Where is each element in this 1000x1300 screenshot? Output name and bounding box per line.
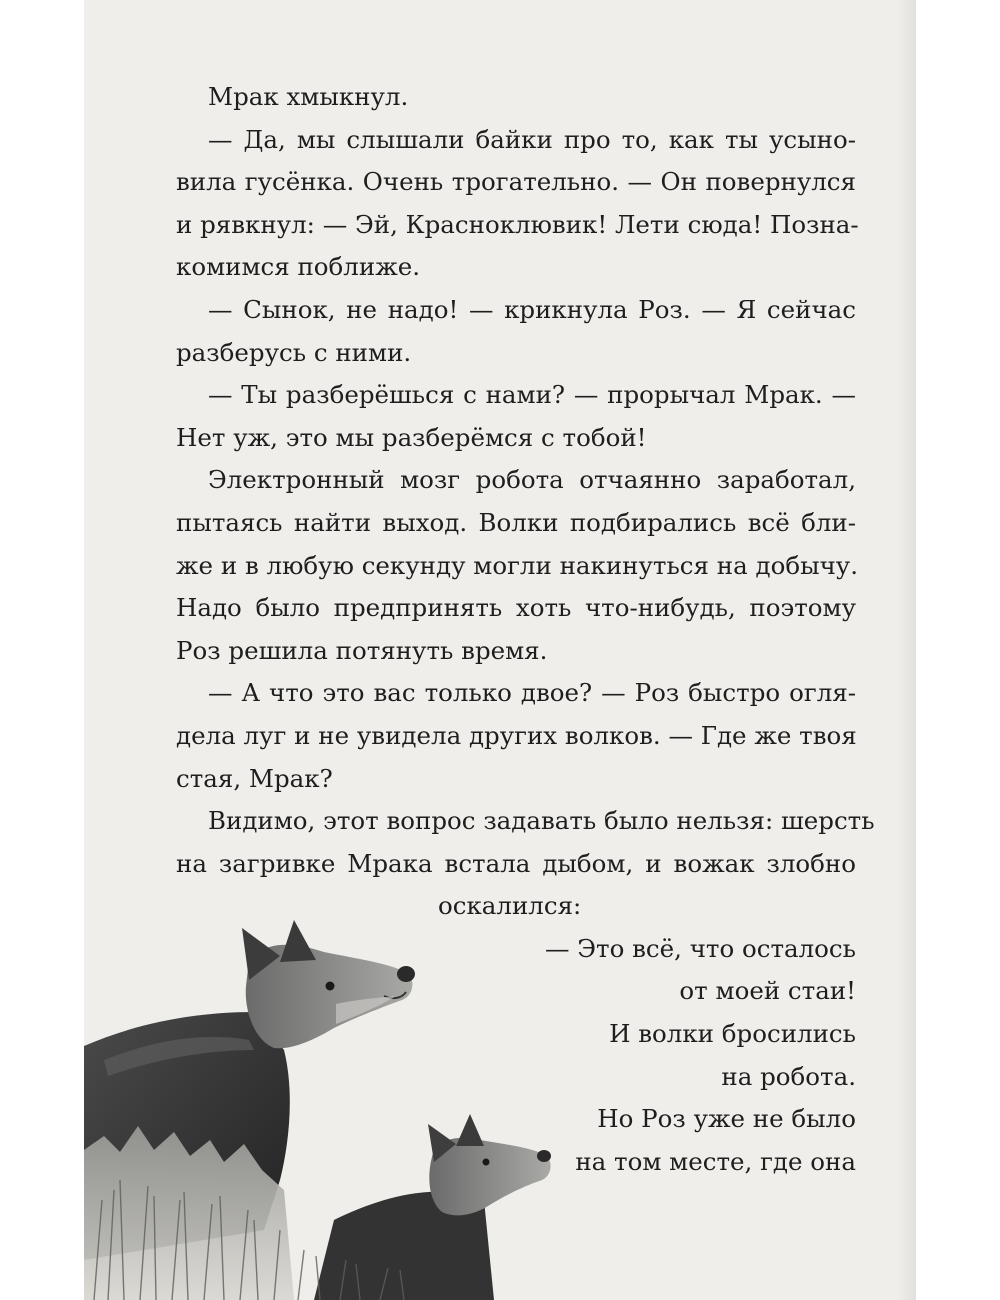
text-line: Роз решила потянуть время. — [176, 635, 548, 665]
text-line: Нет уж, это мы разберёмся с тобой! — [176, 422, 647, 452]
text-line: от моей стаи! — [679, 976, 856, 1006]
text-line: же и в любую секунду могли накинуться на добычу. — [176, 550, 858, 580]
text-line: комимся поближе. — [176, 252, 421, 282]
text-line: и рявкнул: — Эй, Красноклювик! Лети сюда! Позна- — [176, 209, 859, 239]
text-line: Мрак хмыкнул. — [208, 82, 409, 111]
text-line: стая, Мрак? — [176, 763, 333, 793]
text-line: — Да, мы слышали байки про то, как ты усыно- — [208, 124, 856, 154]
text-line: вила гусёнка. Очень трогательно. — Он повернулся — [176, 167, 856, 197]
text-line: Надо было предпринять хоть что-нибудь, поэтому — [176, 593, 856, 623]
text-line: на загривке Мрака встала дыбом, и вожак злобно — [176, 848, 856, 878]
book-page — [84, 0, 916, 1300]
text-line: на робота. — [721, 1061, 856, 1091]
text-line: — А что это вас только двое? — Роз быстро огля- — [208, 678, 856, 708]
text-line: — Это всё, что осталось — [544, 933, 856, 963]
text-line: — Сынок, не надо! — крикнула Роз. — Я сейчас — [208, 294, 856, 324]
text-line: Но Роз уже не было — [597, 1104, 856, 1134]
text-line: — Ты разберёшься с нами? — прорычал Мрак. — — [208, 380, 856, 410]
small-wolf — [314, 1114, 551, 1300]
text-line: И волки бросились — [609, 1019, 856, 1049]
text-line: Электронный мозг робота отчаянно заработал, — [208, 465, 856, 495]
text-line: Видимо, этот вопрос задавать было нельзя: шерсть — [208, 806, 875, 836]
wolves-illustration — [84, 900, 564, 1300]
text-line: пытаясь найти выход. Волки подбирались всё бли- — [176, 507, 856, 537]
text-line: разберусь с ними. — [176, 337, 412, 367]
text-line: дела луг и не увидела других волков. — Где же твоя — [176, 720, 857, 750]
text-line: на том месте, где она — [575, 1146, 856, 1176]
text-line: оскалился: — [438, 891, 582, 921]
